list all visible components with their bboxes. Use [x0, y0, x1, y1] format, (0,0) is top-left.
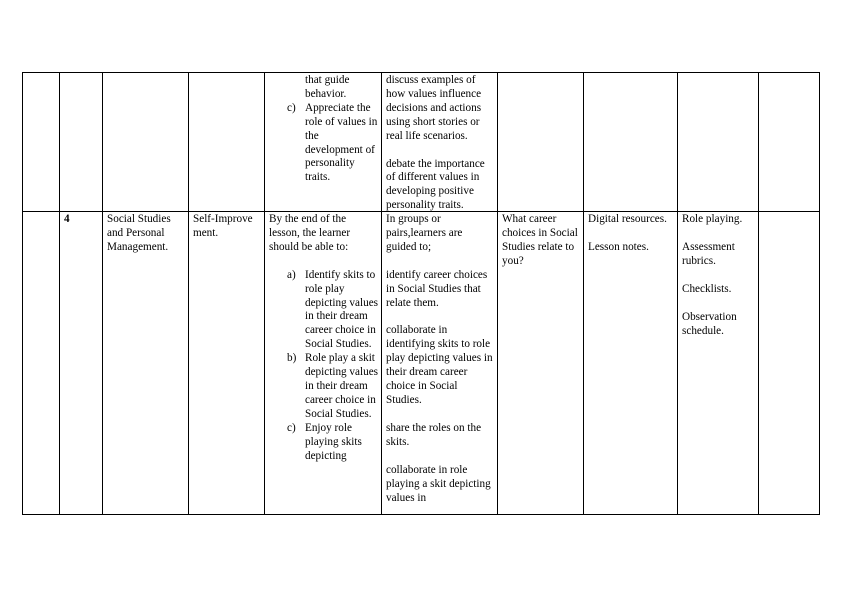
outcome-continued-text: that guide behavior.	[305, 74, 350, 100]
outcome-list	[269, 102, 378, 185]
outcome-text: Identify skits to role play depicting values in their dream career choice in Social Studies.	[305, 268, 378, 351]
resources-cell	[584, 212, 678, 515]
scheme-of-work-table	[22, 72, 820, 515]
outcome-list	[269, 269, 378, 464]
learning-experiences-cell	[382, 212, 498, 515]
week-number: 4	[64, 213, 70, 225]
assessment-item: Observation schedule.	[682, 310, 737, 337]
strand-cell	[103, 73, 189, 212]
outcome-intro-text: By the end of the lesson, the learner should be able to:	[269, 213, 351, 253]
experience-text: collaborate in role playing a skit depicting values in	[386, 463, 491, 504]
strand-cell	[103, 212, 189, 515]
experience-text: identify career choices in Social Studies that relate them.	[386, 268, 488, 309]
assessment-cell	[678, 73, 759, 212]
remarks-cell	[759, 212, 820, 515]
inquiry-question-cell	[498, 212, 584, 515]
inquiry-question-cell	[498, 73, 584, 212]
outcome-marker: a)	[287, 268, 296, 281]
assessment-item: Assessment rubrics.	[682, 240, 735, 267]
outcome-text: Appreciate the role of values in the development of personality traits.	[305, 101, 378, 184]
week-cell	[60, 212, 103, 515]
assessment-item: Checklists.	[682, 282, 732, 295]
strand-text: Social Studies and Personal Management.	[107, 213, 171, 253]
experience-text: debate the importance of different values in developing positive personality traits.	[386, 157, 485, 211]
sub-strand-cell	[189, 73, 265, 212]
resource-item: Lesson notes.	[588, 240, 649, 253]
remarks-cell	[759, 73, 820, 212]
sub-strand-cell	[189, 212, 265, 515]
outcome-item	[269, 422, 378, 464]
learning-experiences-cell	[382, 73, 498, 212]
outcome-text: Enjoy role playing skits depicting	[305, 421, 362, 462]
assessment-cell	[678, 212, 759, 515]
assessment-item: Role playing.	[682, 213, 743, 225]
outcome-item	[269, 352, 378, 422]
outcome-marker: c)	[287, 101, 296, 114]
outcome-item	[269, 269, 378, 352]
lesson-cell	[23, 212, 60, 515]
outcome-marker: c)	[287, 421, 296, 434]
inquiry-question-text: What career choices in Social Studies relate to you?	[502, 213, 578, 267]
sub-strand-text: Self-Improvement.	[193, 213, 253, 239]
resources-cell	[584, 73, 678, 212]
learning-outcomes-cell	[265, 212, 382, 515]
learning-outcomes-cell	[265, 73, 382, 212]
outcome-marker: b)	[287, 352, 297, 365]
lesson-cell	[23, 73, 60, 212]
resource-item: Digital resources.	[588, 213, 667, 225]
outcome-text: Role play a skit depicting values in their dream career choice in Social Studies.	[305, 352, 378, 420]
experience-text: discuss examples of how values influence decisions and actions using short stories or real life scenarios.	[386, 74, 482, 142]
experience-text: collaborate in identifying skits to role play depicting values in their dream career choice in Social Studies.	[386, 324, 493, 406]
experience-text: share the roles on the skits.	[386, 421, 482, 448]
outcome-item	[269, 102, 378, 185]
experience-text: In groups or pairs,learners are guided to;	[386, 213, 463, 253]
week-cell	[60, 73, 103, 212]
table-row	[23, 212, 820, 515]
table-row	[23, 73, 820, 212]
